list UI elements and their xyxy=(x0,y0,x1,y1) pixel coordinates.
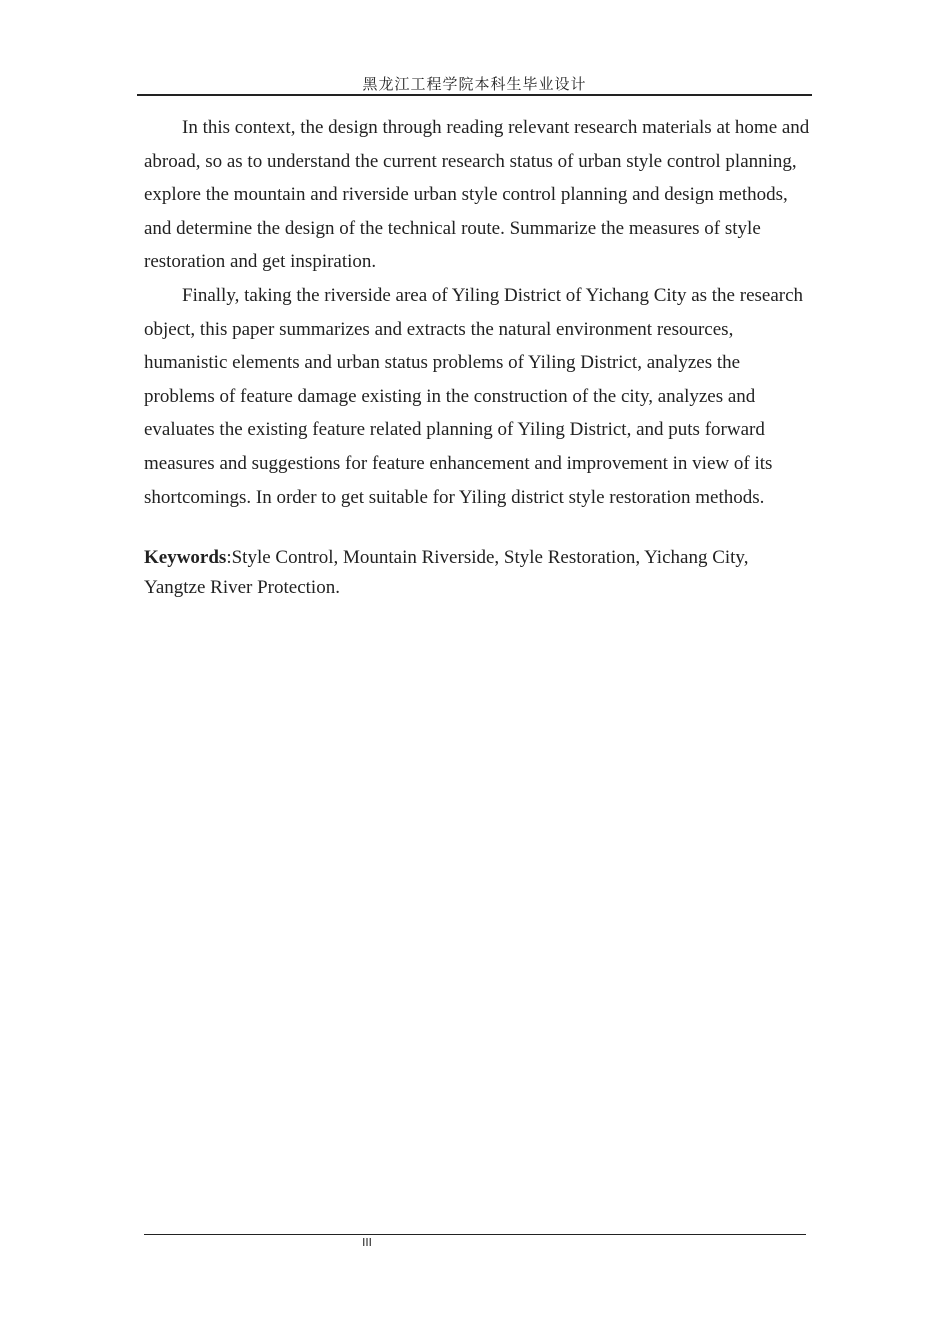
abstract-body xyxy=(144,111,812,514)
header-rule xyxy=(137,94,812,96)
keywords-text: :Style Control, Mountain Riverside, Style Restoration, Yichang City, Yangtze River Protection. xyxy=(144,547,749,598)
page-header-title: 黑龙江工程学院本科生毕业设计 xyxy=(362,75,587,93)
abstract-paragraph-2: Finally, taking the riverside area of Yiling District of Yichang City as the research object, this paper summarizes and extracts the natural environment resources, humanistic elements and urban status problems of Yiling District, analyzes the problems of feature damage existing in the construction of the city, analyzes and evaluates the existing feature related planning of Yiling District, and puts forward measures and suggestions for feature enhancement and improvement in view of its shortcomings. In order to get suitable for Yiling district style restoration methods. xyxy=(144,284,804,508)
abstract-paragraph-1: In this context, the design through reading relevant research materials at home and abroad, so as to understand the current research status of urban style control planning, explore the mountain and riverside urban style control planning and design methods, and determine the design of the technical route. Summarize the measures of style restoration and get inspiration. xyxy=(144,117,810,273)
keywords-label: Keywords xyxy=(144,547,227,568)
footer-rule xyxy=(144,1234,806,1235)
keywords-line xyxy=(144,543,812,603)
page-number: III xyxy=(362,1236,372,1249)
